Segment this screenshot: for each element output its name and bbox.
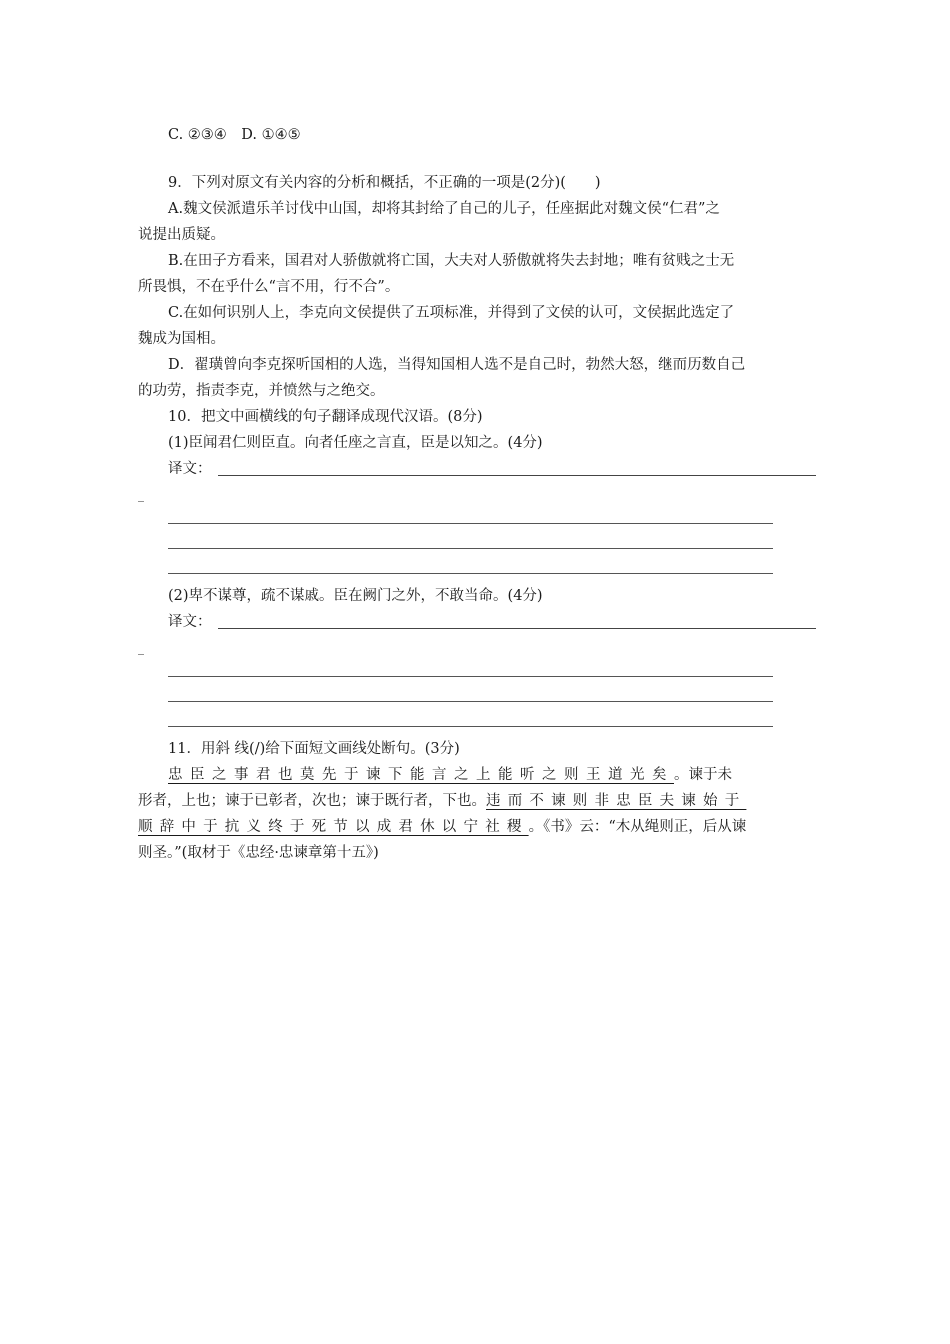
q9-option-d-line1: D．翟璜曾向李克探听国相的人选，当得知国相人选不是自己时，勃然大怒，继而历数自己 [168, 357, 746, 373]
q10-stem: 10．把文中画横线的句子翻译成现代汉语。(8分) [168, 409, 483, 425]
passage-text: 。谏于未 [674, 767, 732, 783]
q9-option-b-line2: 所畏惧，不在乎什么“言不用，行不合”。 [138, 279, 400, 295]
q11-passage-line4: 则圣。”(取材于《忠经·忠谏章第十五》) [138, 845, 379, 861]
q9-option-c-line1: C.在如何识别人上，李克向文侯提供了五项标准，并得到了文侯的认可，文侯据此选定了 [168, 305, 735, 321]
answer-blank-line[interactable] [138, 711, 816, 736]
answer-line[interactable] [218, 628, 816, 629]
q10-answer-1 [138, 456, 816, 482]
q9-stem: 9．下列对原文有关内容的分析和概括，不正确的一项是(2分)( ) [168, 175, 601, 191]
answer-line[interactable] [218, 475, 816, 476]
answer-stub [138, 635, 816, 661]
q11-passage-line2 [138, 788, 816, 814]
passage-text: 形者，上也；谏于已彰者，次也；谏于既行者，下也。 [138, 793, 486, 809]
q11-passage-line1 [138, 762, 816, 788]
options-tail: C. ②③④ D. ①④⑤ [168, 127, 301, 143]
underlined-passage: 忠臣之事君也莫先于谏下能言之上能听之则王道光矣 [168, 767, 674, 783]
underlined-passage: 违而不谏则非忠臣夫谏始于 [486, 793, 747, 809]
answer-blank-line[interactable] [138, 508, 816, 533]
q11-passage-line3 [138, 814, 816, 840]
q9-option-c-line2: 魏成为国相。 [138, 331, 225, 347]
translation-label: 译文： [168, 614, 212, 630]
stray-dash: _ [138, 488, 144, 502]
underlined-passage: 顺辞中于抗义终于死节以成君休以宁社稷 [138, 819, 529, 835]
q9-option-b-line1: B.在田子方看来，国君对人骄傲就将亡国，大夫对人骄傲就将失去封地；唯有贫贱之士无 [168, 253, 735, 269]
answer-blank-line[interactable] [138, 661, 816, 686]
translation-label: 译文： [168, 461, 212, 477]
q10-sentence-1: (1)臣闻君仁则臣直。向者任座之言直，臣是以知之。(4分) [168, 435, 543, 451]
answer-stub [138, 482, 816, 508]
exam-content [138, 122, 816, 866]
q11-stem: 11．用斜 线(/)给下面短文画线处断句。(3分) [168, 741, 460, 757]
passage-text: 。《书》云：“木从绳则正，后从谏 [528, 819, 747, 835]
q9-option-d-line2: 的功劳，指责李克，并愤然与之绝交。 [138, 383, 385, 399]
q9-option-a-line1: A.魏文侯派遣乐羊讨伐中山国，却将其封给了自己的儿子，任座据此对魏文侯“仁君”之 [168, 201, 720, 217]
answer-blank-line[interactable] [138, 558, 816, 583]
q10-sentence-2: (2)卑不谋尊，疏不谋戚。臣在阙门之外，不敢当命。(4分) [168, 588, 543, 604]
q9-option-a-line2: 说提出质疑。 [138, 227, 225, 243]
stray-dash: _ [138, 641, 144, 655]
answer-blank-line[interactable] [138, 686, 816, 711]
q10-answer-2 [138, 609, 816, 635]
answer-blank-line[interactable] [138, 533, 816, 558]
